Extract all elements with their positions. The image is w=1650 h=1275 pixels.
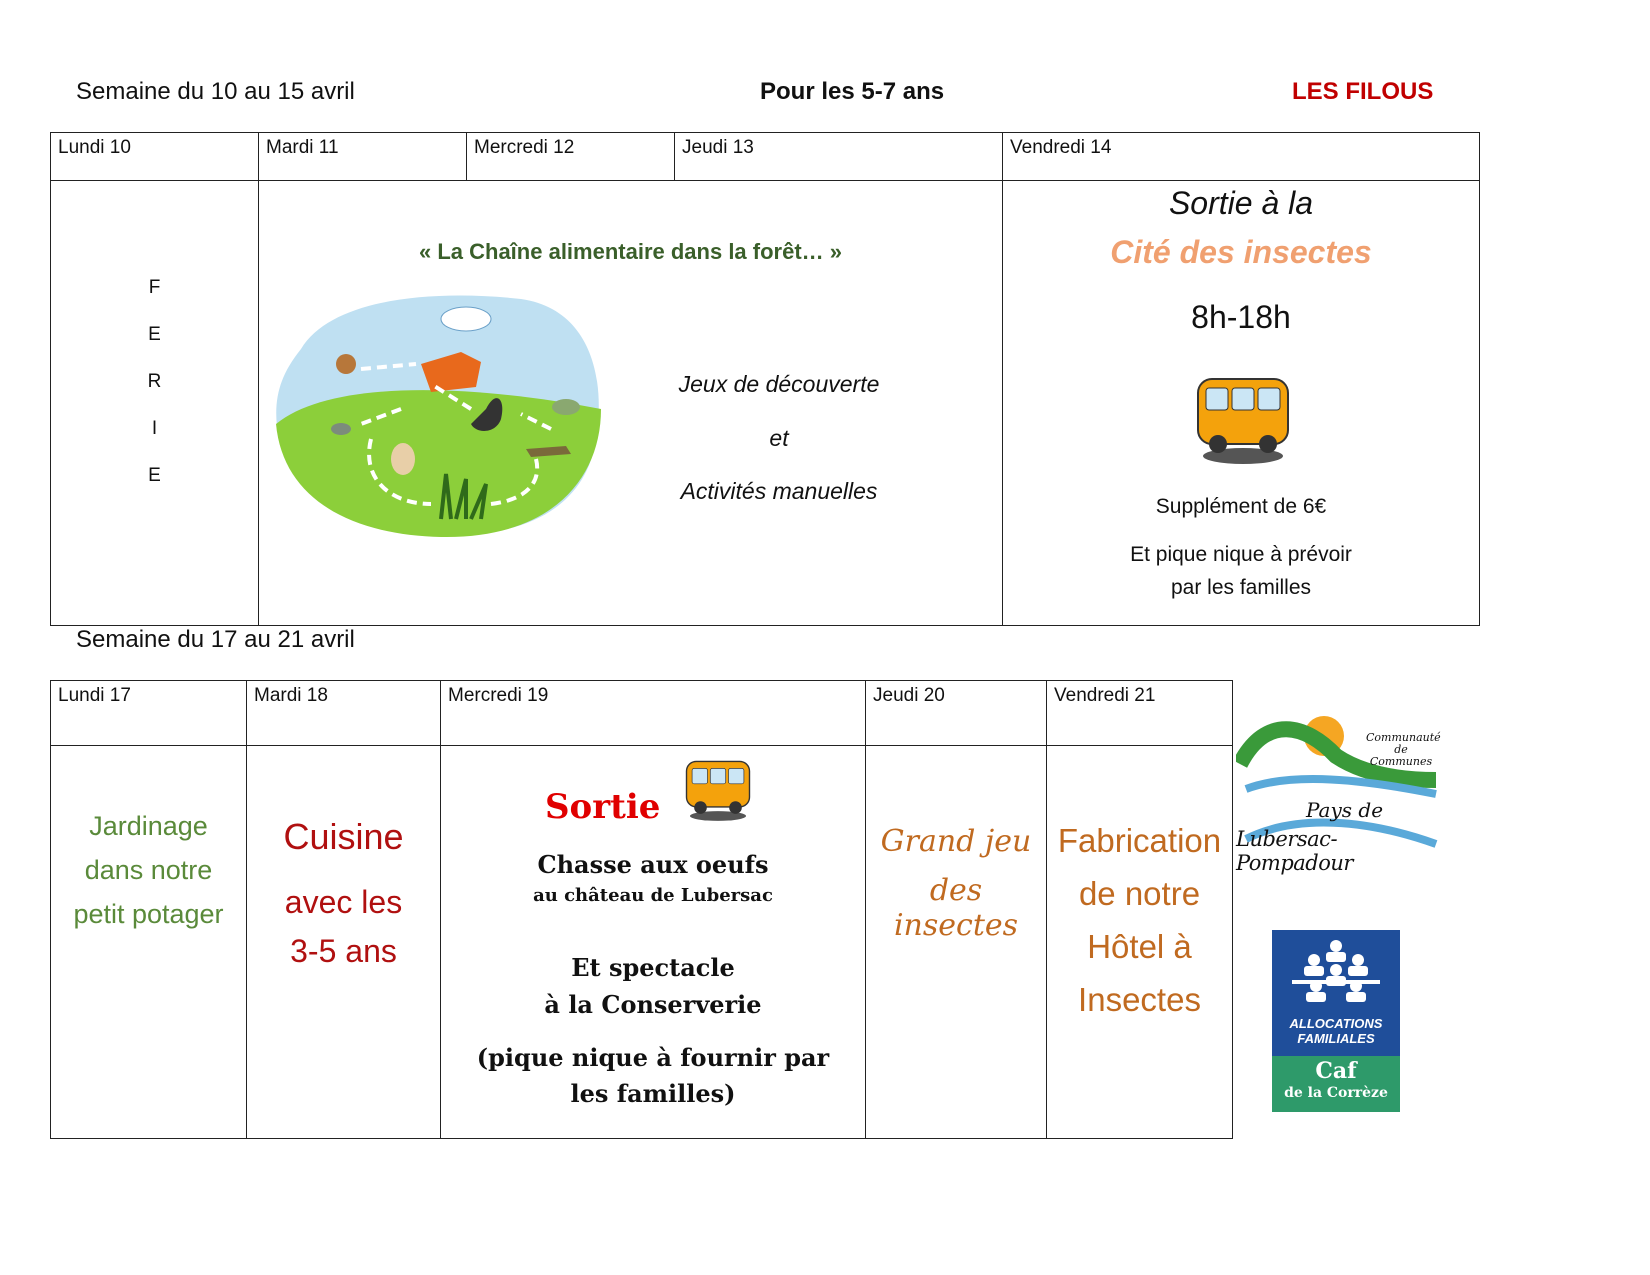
activity-line: Activités manuelles xyxy=(680,478,878,504)
activity-line: Grand jeu xyxy=(880,824,1032,859)
theme-cell xyxy=(259,181,1003,626)
outing-line: (pique nique à fournir par xyxy=(476,1043,830,1072)
theme-title: « La Chaîne alimentaire dans la forêt… » xyxy=(418,239,843,264)
activity-line: Jeux de découverte xyxy=(678,371,880,397)
bus-icon xyxy=(1188,364,1298,469)
outing-line: Chasse aux oeufs xyxy=(537,850,769,879)
activity-line: Insectes xyxy=(1078,981,1201,1018)
friday-activity xyxy=(1047,746,1233,1139)
monday-ferie xyxy=(51,181,259,626)
wednesday-outing-cell xyxy=(441,746,866,1139)
activity-line: et xyxy=(769,425,789,451)
week1-table xyxy=(50,132,1480,626)
caf-text: Caf xyxy=(1315,1058,1357,1084)
sortie-label: Sortie xyxy=(545,787,661,827)
age-range: Pour les 5-7 ans xyxy=(760,78,945,105)
activity-line: de notre xyxy=(1078,875,1201,912)
outing-line: Et spectacle xyxy=(571,953,735,982)
cc-label: Communes xyxy=(1369,755,1433,768)
supplement: Supplément de 6€ xyxy=(1155,495,1327,518)
outing-line: à la Conserverie xyxy=(544,990,762,1019)
caf-text: ALLOCATIONS xyxy=(1289,1016,1383,1031)
activity-line: Fabrication xyxy=(1057,822,1222,859)
activity-line: Hôtel à xyxy=(1087,928,1192,965)
friday-outing-cell xyxy=(1003,181,1480,626)
outing-line: au château de Lubersac xyxy=(533,885,773,906)
ferie-letter: F xyxy=(148,277,161,298)
ferie-letter: I xyxy=(151,418,158,439)
day-header: Vendredi 14 xyxy=(1003,133,1480,181)
caf-people-icon xyxy=(1292,936,1380,1016)
cc-label: de xyxy=(1394,743,1408,756)
cc-name: Pays de xyxy=(1306,798,1384,822)
group-name: LES FILOUS xyxy=(1292,78,1434,105)
caf-logo xyxy=(1272,930,1400,1112)
day-header: Mercredi 12 xyxy=(467,133,675,181)
food-chain-illustration xyxy=(271,289,611,549)
outing-line: les familles) xyxy=(570,1079,736,1108)
day-header: Jeudi 20 xyxy=(866,681,1047,746)
day-header: Mardi 11 xyxy=(259,133,467,181)
day-header: Vendredi 21 xyxy=(1047,681,1233,746)
picnic-line: Et pique nique à prévoir xyxy=(1130,543,1352,566)
picnic-line: par les familles xyxy=(1170,576,1312,599)
caf-text: FAMILIALES xyxy=(1297,1031,1375,1046)
day-header: Lundi 10 xyxy=(51,133,259,181)
activity-line: 3-5 ans xyxy=(290,933,397,969)
cc-label: Communauté xyxy=(1366,731,1441,744)
day-header: Mercredi 19 xyxy=(441,681,866,746)
ferie-letter: E xyxy=(148,465,161,486)
outing-line1: Sortie à la xyxy=(1168,185,1314,221)
activity-line: Cuisine xyxy=(283,816,404,857)
activity-line: Jardinage xyxy=(89,811,208,841)
tuesday-activity xyxy=(247,746,441,1139)
caf-text: de la Corrèze xyxy=(1284,1085,1388,1101)
activity-line: dans notre xyxy=(84,855,213,885)
outing-hours: 8h-18h xyxy=(1191,299,1291,335)
day-header: Mardi 18 xyxy=(247,681,441,746)
week2-title: Semaine du 17 au 21 avril xyxy=(76,626,355,653)
week2-table xyxy=(50,680,1233,1139)
day-header: Lundi 17 xyxy=(51,681,247,746)
activity-line: avec les xyxy=(284,884,403,920)
ferie-letter: R xyxy=(147,371,162,392)
week1-title: Semaine du 10 au 15 avril xyxy=(76,78,355,105)
activity-line: petit potager xyxy=(73,899,224,929)
cc-logo xyxy=(1236,694,1442,894)
activity-line: des insectes xyxy=(893,873,1019,943)
day-header: Jeudi 13 xyxy=(675,133,1003,181)
cc-name: Lubersac-Pompadour xyxy=(1236,827,1353,875)
ferie-letter: E xyxy=(148,324,161,345)
outing-destination: Cité des insectes xyxy=(1110,234,1372,270)
thursday-activity xyxy=(866,746,1047,1139)
bus-icon xyxy=(678,753,758,823)
monday-activity xyxy=(51,746,247,1139)
